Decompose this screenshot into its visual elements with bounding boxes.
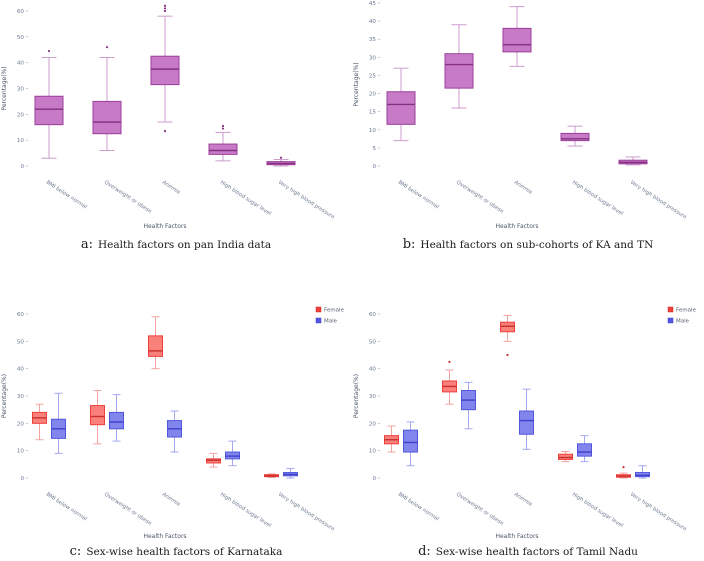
- y-tick-label: 45: [368, 1, 376, 7]
- box-female-4: [617, 466, 631, 478]
- x-tick-label: BMI below normal: [396, 179, 440, 211]
- y-tick-label: 15: [368, 109, 376, 116]
- outlier-point: [280, 157, 282, 159]
- outlier-point: [222, 125, 224, 127]
- box-all-4: [619, 157, 647, 165]
- y-tick-label: 30: [368, 55, 376, 62]
- outlier-point: [164, 10, 166, 12]
- box-male-2: [168, 411, 182, 452]
- chart-pan-india: [0, 0, 352, 252]
- y-tick-label: 30: [16, 86, 24, 93]
- box-male-1: [110, 395, 124, 441]
- box-all-3: [209, 125, 237, 161]
- box-female-4: [265, 474, 279, 478]
- x-tick-label: Overweight or obese: [454, 491, 505, 527]
- box-female-3: [559, 451, 573, 461]
- y-tick-label: 0: [20, 476, 24, 482]
- y-axis: [353, 312, 381, 482]
- box-all-0: [35, 50, 63, 158]
- x-axis-title: Health Factors: [143, 533, 187, 540]
- caption-text: Health factors on sub-cohorts of KA and TN: [420, 239, 654, 251]
- outlier-point: [448, 361, 450, 363]
- legend: [668, 307, 697, 325]
- x-tick-label: High blood sugar level: [218, 179, 273, 218]
- x-labels: [397, 180, 688, 230]
- y-axis: [1, 312, 29, 482]
- box-female-2: [501, 315, 515, 356]
- caption-letter: c:: [69, 544, 82, 559]
- box-all-1: [93, 46, 121, 150]
- boxes: [385, 315, 650, 478]
- caption-a: [0, 238, 352, 252]
- box-male-0: [52, 393, 66, 453]
- box-all-1: [445, 25, 473, 108]
- box-male-3: [578, 436, 592, 462]
- y-tick-label: 10: [16, 448, 24, 455]
- x-axis-title: Health Factors: [495, 223, 539, 230]
- legend-swatch-male: [668, 318, 673, 323]
- box-male-2: [520, 389, 534, 449]
- legend-swatch-female: [316, 307, 321, 312]
- y-axis: [353, 1, 381, 170]
- x-labels: [397, 492, 688, 540]
- y-tick-label: 30: [16, 394, 24, 400]
- caption-c: [0, 545, 352, 559]
- boxes: [33, 317, 298, 478]
- box-male-1: [462, 382, 476, 428]
- chart-karnataka: [0, 295, 352, 559]
- box-female-2: [149, 317, 163, 369]
- caption-b: [352, 238, 704, 252]
- x-tick-label: Very high blood pressure: [628, 491, 688, 533]
- legend-label-female: Female: [676, 307, 696, 314]
- x-tick-label: Anemia: [160, 179, 182, 196]
- boxplot-karnataka: [0, 295, 352, 545]
- legend: [316, 307, 345, 325]
- x-tick-label: Very high blood pressure: [628, 179, 688, 221]
- y-tick-label: 25: [368, 73, 376, 80]
- box-female-0: [385, 426, 399, 452]
- y-axis-title: Percentage(%): [353, 373, 360, 419]
- y-tick-label: 50: [368, 339, 376, 346]
- box-female-1: [443, 361, 457, 404]
- y-axis: [1, 9, 29, 170]
- y-tick-label: 0: [20, 164, 24, 170]
- x-tick-label: High blood sugar level: [570, 491, 625, 530]
- x-tick-label: BMI below normal: [44, 491, 88, 523]
- caption-d: [352, 545, 704, 559]
- box-female-0: [33, 404, 47, 440]
- legend-swatch-female: [668, 307, 673, 312]
- boxplot-sub-cohorts: [352, 0, 704, 238]
- x-tick-label: High blood sugar level: [218, 491, 273, 530]
- x-tick-label: High blood sugar level: [570, 179, 625, 218]
- box-all-2: [151, 5, 179, 132]
- y-tick-label: 60: [16, 312, 24, 318]
- outlier-point: [164, 130, 166, 132]
- box-male-4: [636, 466, 650, 478]
- caption-letter: a:: [80, 237, 93, 252]
- x-tick-label: Anemia: [512, 179, 534, 196]
- y-tick-label: 20: [368, 91, 376, 98]
- x-labels: [45, 180, 336, 230]
- legend-swatch-male: [316, 318, 321, 323]
- box-male-3: [226, 441, 240, 466]
- caption-letter: d:: [418, 544, 431, 559]
- outlier-point: [506, 354, 508, 356]
- box-female-3: [207, 453, 221, 467]
- caption-letter: b:: [402, 237, 416, 252]
- outlier-point: [164, 7, 166, 9]
- x-tick-label: Overweight or obese: [102, 179, 153, 215]
- caption-text: Sex-wise health factors of Tamil Nadu: [435, 546, 638, 558]
- outlier-point: [106, 46, 108, 48]
- outlier-point: [48, 50, 50, 52]
- x-labels: [45, 492, 336, 540]
- legend-label-male: Male: [324, 318, 338, 325]
- box-male-4: [284, 468, 298, 478]
- x-tick-label: BMI below normal: [396, 491, 440, 523]
- y-axis-title: Percentage(%): [1, 66, 8, 111]
- y-tick-label: 40: [368, 19, 376, 26]
- y-tick-label: 40: [16, 366, 24, 373]
- y-axis-title: Percentage(%): [353, 62, 360, 107]
- x-tick-label: Overweight or obese: [454, 179, 505, 215]
- outlier-point: [164, 5, 166, 7]
- y-tick-label: 10: [368, 448, 376, 455]
- x-tick-label: Very high blood pressure: [276, 491, 336, 533]
- x-tick-label: Anemia: [512, 491, 534, 508]
- y-tick-label: 40: [16, 60, 24, 67]
- legend-label-male: Male: [676, 318, 690, 325]
- box-all-3: [561, 126, 589, 146]
- box-male-0: [404, 422, 418, 466]
- boxes: [35, 5, 295, 166]
- caption-text: Sex-wise health factors of Karnataka: [86, 546, 283, 558]
- outlier-point: [622, 466, 624, 468]
- y-tick-label: 5: [372, 145, 376, 152]
- x-tick-label: Very high blood pressure: [276, 179, 336, 221]
- box-all-0: [387, 68, 415, 140]
- chart-sub-cohorts: [352, 0, 704, 252]
- box-female-1: [91, 391, 105, 444]
- y-tick-label: 50: [16, 34, 24, 41]
- y-tick-label: 20: [368, 421, 376, 428]
- y-tick-label: 35: [368, 37, 376, 44]
- y-tick-label: 60: [368, 312, 376, 318]
- outlier-point: [222, 127, 224, 129]
- y-tick-label: 0: [372, 164, 376, 170]
- box-all-4: [267, 157, 295, 166]
- y-tick-label: 10: [368, 127, 376, 134]
- legend-label-female: Female: [324, 307, 344, 314]
- x-axis-title: Health Factors: [143, 223, 187, 230]
- x-tick-label: Anemia: [160, 491, 182, 508]
- boxes: [387, 7, 647, 165]
- box-all-2: [503, 7, 531, 67]
- y-tick-label: 60: [16, 9, 24, 15]
- x-tick-label: BMI below normal: [44, 179, 88, 211]
- y-tick-label: 0: [372, 476, 376, 482]
- y-tick-label: 20: [16, 421, 24, 428]
- y-tick-label: 20: [16, 112, 24, 119]
- y-axis-title: Percentage(%): [1, 373, 8, 419]
- y-tick-label: 40: [368, 366, 376, 373]
- boxplot-pan-india: [0, 0, 352, 238]
- y-tick-label: 50: [16, 339, 24, 346]
- x-axis-title: Health Factors: [495, 533, 539, 540]
- boxplot-tamil-nadu: [352, 295, 704, 545]
- y-tick-label: 10: [16, 138, 24, 145]
- caption-text: Health factors on pan India data: [97, 239, 272, 251]
- x-tick-label: Overweight or obese: [102, 491, 153, 527]
- chart-tamil-nadu: [352, 295, 704, 559]
- y-tick-label: 30: [368, 394, 376, 400]
